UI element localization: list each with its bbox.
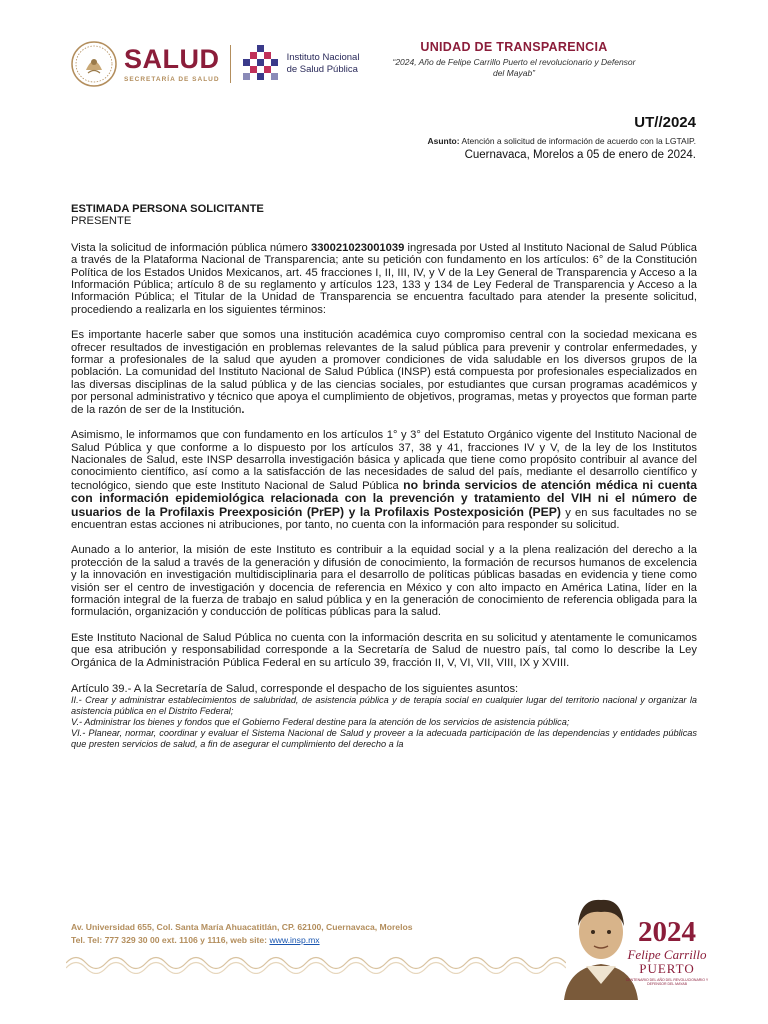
paragraph-3-bold: no brinda servicios de atención médica ni cuenta con información epidemiológica relacionada con la prevención y tratamiento del VIH ni el número de usuarios de la Profilaxis Preexposición (PrEP) y la Profilaxis Postexposición (PEP) — [71, 477, 697, 519]
insp-name — [287, 52, 360, 76]
anniversary-year: 2024 — [638, 916, 696, 948]
paragraph-4: Aunado a lo anterior, la misión de este Instituto es contribuir a la equidad social y a la plena realización del derecho a la protección de la salud a través de la generación y difusión de conocimiento, la formación de recursos humanos de excelencia y la innovación en investigación multidisciplinaria para el desarrollo de políticas públicas basadas en evidencia y tiene como visión ser el centro de investigación y docencia de referencia en México y con alto impacto en América Latina, líder en la formación integral de la fuerza de trabajo en salud pública y en la generación de conocimiento de referencia obligada para la formulación, organización y conducción de políticas públicas para la salud. — [71, 544, 697, 619]
unit-title: UNIDAD DE TRANSPARENCIA — [420, 40, 608, 54]
request-number: 330021023001039 — [310, 241, 405, 254]
year-motto-line2: del Mayab” — [492, 67, 536, 78]
header-logos — [70, 34, 359, 94]
letter-body — [71, 203, 697, 750]
insp-logo-icon — [243, 45, 281, 83]
addressee: ESTIMADA PERSONA SOLICITANTE — [71, 203, 264, 215]
footer-address-line: Av. Universidad 655, Col. Santa María Ahuacatitlán, CP. 62100, Cuernavaca, Morelos — [71, 922, 413, 932]
paragraph-3-a: Asimismo, le informamos que con fundamento en los artículos 1° y 3° del Estatuto Orgánico vigente del Instituto Nacional de Salud Pública y que conforme a lo dispuesto por los artículos 37, 38 y 41, fracciones IV y V, de la ley de los Institutos Nacionales de Salud, este INSP desarrolla investigación básica y aplicada que tiene como propósito contribuir al avance del conocimiento científico, así como a la satisfacción de las necesidades de salud del país, mediante el desarrollo científico y tecnológico, siendo que este Instituto Nacional de Salud Pública — [71, 429, 697, 492]
article-item: II.- Crear y administrar establecimientos de salubridad, de asistencia pública y de terapia social en cualquier lugar del territorio nacional y organizar la asistencia pública en el Distrito Federal; — [71, 695, 697, 717]
paragraph-1-a: Vista la solicitud de información pública número — [71, 241, 311, 254]
article-heading: Artículo 39.- A la Secretaría de Salud, corresponde el despacho de los siguientes asuntos: — [71, 683, 519, 695]
anniversary-logo — [622, 918, 712, 986]
subject-line — [427, 136, 696, 146]
header-divider — [230, 45, 231, 83]
paragraph-5: Este Instituto Nacional de Salud Pública no cuenta con la información descrita en su solicitud y atentamente le comunicamos que esa atribución y responsabilidad corresponde a la Secretaría de Salud de nuestro país, tal como lo describe la Ley Orgánica de la Administración Pública Federal en su artículo 39, fracción II, V, VI, VII, VIII, IX y XVIII. — [71, 631, 697, 669]
paragraph-2-a: Es importante hacerle saber que somos una institución académica cuyo compromiso central con la sociedad mexicana es ofrecer resultados de investigación en problemas relevantes de la salud pública para prevenir y controlar enfermedades, y formar a profesionales de la salud que ayuden a promover condiciones de vida saludable en los diversos grupos de la población. La comunidad del Instituto Nacional de Salud Pública (INSP) está compuesta por profesionales especializados en las diversas disciplinas de la salud pública y de las ciencias sociales, por estudiantes que cursan programas académicos y por personal administrativo y técnico que apoya el cumplimiento de objetivos, programas, metas y proyectos que forman parte de la razón de ser de la Institución — [71, 329, 697, 416]
paragraph-3 — [71, 429, 697, 531]
paragraph-1 — [71, 242, 697, 316]
year-motto-line1: “2024, Año de Felipe Carrillo Puerto el revolucionario y Defensor — [392, 57, 636, 67]
insp-name-line2: de Salud Pública — [286, 64, 358, 75]
anniversary-caption: CENTENARIO DEL AÑO DEL REVOLUCIONARIO Y DEFENSOR DEL MAYAB — [625, 978, 709, 986]
subject-text: Atención a solicitud de información de acuerdo con la LGTAIP. — [459, 136, 696, 146]
addressee-presente: PRESENTE — [71, 215, 132, 228]
reference-number: UT//2024 — [634, 114, 696, 131]
place-and-date: Cuernavaca, Morelos a 05 de enero de 2024. — [464, 149, 696, 161]
anniversary-name-first: Felipe Carrillo — [627, 947, 707, 962]
paragraph-2 — [71, 329, 697, 416]
paragraph-3-b: y en sus facultades no se encuentran estas acciones ni atribuciones, por tanto, no cuenta con la información para responder su solicitud. — [71, 506, 698, 531]
salud-logo-text: SALUD — [124, 44, 220, 74]
mexico-coat-of-arms-icon — [70, 40, 118, 88]
subject-label: Asunto: — [427, 136, 460, 146]
article-item: VI.- Planear, normar, coordinar y evaluar el Sistema Nacional de Salud y proveer a la adecuada participación de las dependencias y entidades públicas que presten servicios de salud, a fin de asegurar el cumplimiento del derecho a la — [71, 728, 697, 750]
anniversary-name-last: PUERTO — [639, 961, 695, 976]
salud-logo — [124, 45, 220, 83]
website-link[interactable]: www.insp.mx — [269, 935, 320, 945]
footer-address — [71, 921, 413, 947]
footer-phone: Tel. Tel: 777 329 30 00 ext. 1106 y 1116, web site: — [71, 935, 270, 945]
salud-logo-subtitle: SECRETARÍA DE SALUD — [124, 76, 220, 83]
article-item: V.- Administrar los bienes y fondos que el Gobierno Federal destine para la atención de los servicios de asistencia pública; — [71, 717, 570, 728]
insp-name-line1: Instituto Nacional — [286, 52, 360, 63]
footer-contact-line — [71, 934, 413, 947]
decorative-border-pattern — [66, 952, 566, 974]
header-unit-block — [384, 40, 644, 78]
paragraph-2-b: . — [241, 403, 245, 416]
paragraph-1-b: ingresada por Usted al Instituto Nacional de Salud Pública a través de la Plataforma Nacional de Transparencia; ante su petición con fundamento en los artículos: 6° de la Constitución Política de los Estados Unidos Mexicanos, art. 45 fracciones I, II, III, IV, y V de la Ley General de Transparencia y Acceso a la Información Pública; artículo 8 de su reglamento y artículos 123, 133 y 134 de Ley Federal de Transparencia y Acceso a la Información Pública; el Titular de la Unidad de Transparencia se encuentra facultado para atender la presente solicitud, procediendo a realizarla en los siguientes términos: — [71, 241, 697, 316]
